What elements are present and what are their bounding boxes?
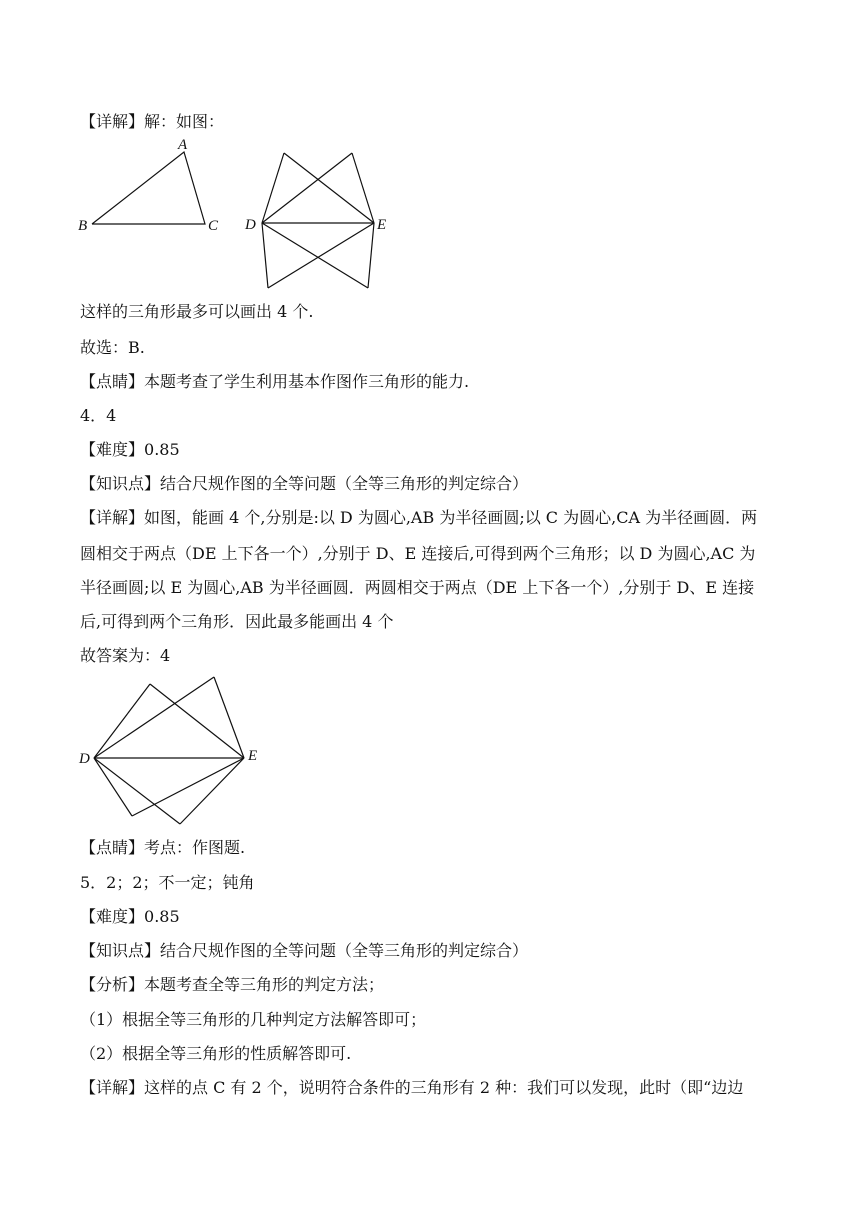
label-a: A [178,137,188,153]
knowledge-tag: 【知识点】 [80,474,161,493]
comment-tag: 【点睛】 [80,838,145,857]
comment-text: 本题考查了学生利用基本作图作三角形的能力. [144,372,470,391]
label-e: E [377,217,387,233]
detail-text: 这样的点 C 有 2 个，说明符合条件的三角形有 2 种：我们可以发现，此时（即“边边 [144,1078,744,1097]
knowledge-text: 结合尺规作图的全等问题（全等三角形的判定综合） [160,941,529,960]
comment-line [80,372,469,392]
choice-line: 故选：B. [80,338,145,357]
difficulty-tag: 【难度】 [80,440,145,459]
q4-detail-line-3: 半径画圆;以 E 为圆心,AB 为半径画圆．两圆相交于两点（DE 上下各一个）,分别于 D、E 连接 [80,578,755,597]
difficulty-tag: 【难度】 [80,907,145,926]
detail-tag: 【详解】 [80,112,145,131]
label-d: D [79,751,90,767]
q5-item-2: （2）根据全等三角形的性质解答即可. [80,1044,352,1063]
detail-text: 如图，能画 4 个,分别是:以 D 为圆心,AB 为半径画圆;以 C 为圆心,CA 为半径画圆．两 [144,508,758,527]
q4-difficulty-line [80,440,180,460]
analysis-tag: 【分析】 [80,975,145,994]
detail-tag: 【详解】 [80,1078,145,1097]
q4-answer-line: 故答案为：4 [80,646,171,665]
q4-detail-line-1 [80,508,757,528]
knowledge-tag: 【知识点】 [80,941,161,960]
q4-detail-line-4: 后,可得到两个三角形．因此最多能画出 4 个 [80,612,394,631]
figure-triangle-abc [70,135,230,240]
difficulty-value: 0.85 [144,440,180,459]
q5-knowledge-line [80,941,528,961]
q5-difficulty-line [80,907,180,927]
figure-de-construction [70,672,270,832]
detail-line [80,112,224,132]
analysis-text: 本题考查全等三角形的判定方法； [144,975,385,994]
figure-four-triangles-de [240,145,400,295]
knowledge-text: 结合尺规作图的全等问题（全等三角形的判定综合） [160,474,529,493]
q5-item-1: （1）根据全等三角形的几种判定方法解答即可； [80,1010,427,1029]
conclusion-line: 这样的三角形最多可以画出 4 个. [80,302,314,321]
label-b: B [78,218,88,234]
detail-tag: 【详解】 [80,508,145,527]
detail-text: 解：如图： [144,112,225,131]
q5-detail-line [80,1078,743,1098]
difficulty-value: 0.85 [144,907,180,926]
q4-knowledge-line [80,474,528,494]
q5-number-line: 5．2；2；不一定；钝角 [80,873,255,892]
comment-text: 考点：作图题. [144,838,246,857]
q4-comment-line [80,838,245,858]
label-e: E [248,748,258,764]
comment-tag: 【点睛】 [80,372,145,391]
q4-number-line: 4．4 [80,406,117,425]
q5-analysis-line [80,975,384,995]
label-d: D [245,217,256,233]
q4-detail-line-2: 圆相交于两点（DE 上下各一个）,分别于 D、E 连接后,可得到两个三角形；以 D 为圆心,AC 为 [80,544,756,563]
label-c: C [208,218,219,234]
